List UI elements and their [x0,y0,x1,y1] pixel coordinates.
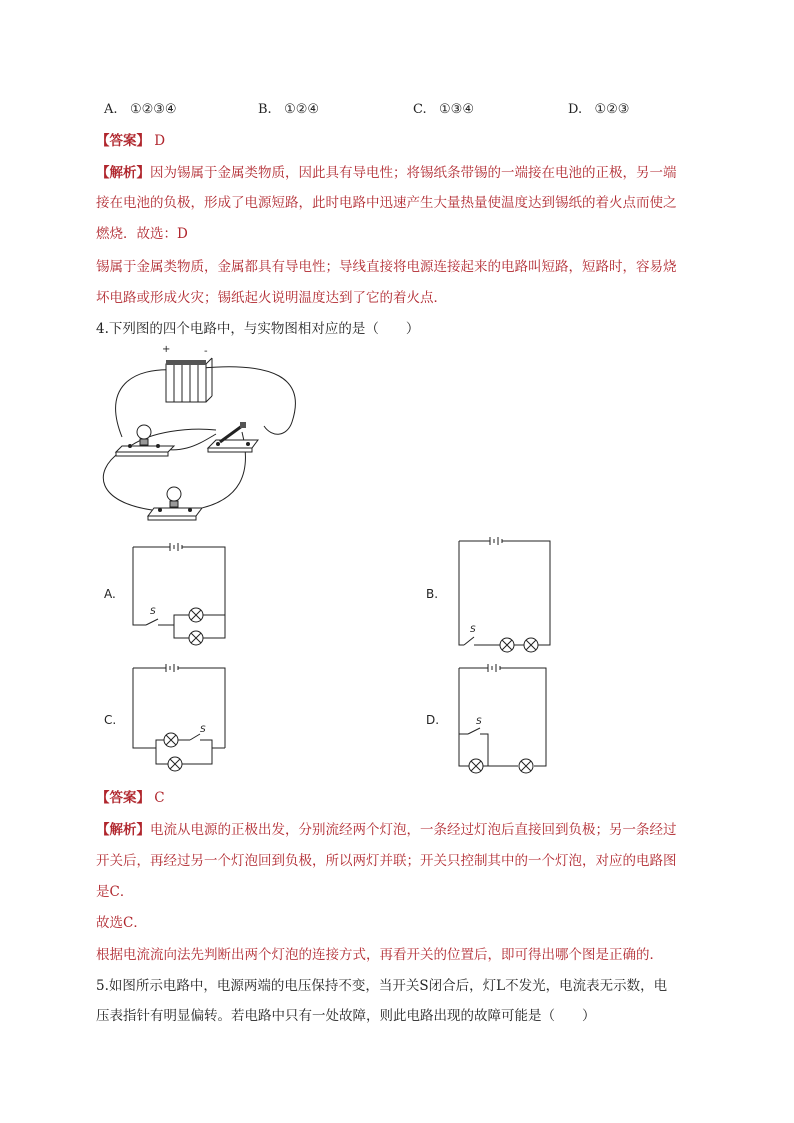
circuit-c-letter: C. [104,713,117,727]
battery-plus-label: + [162,344,171,355]
lamp-base-1-icon [116,425,174,456]
question5-line-1: 5.如图所示电路中，电源两端的电压保持不变，当开关S闭合后，灯L不发光，电流表无示数，电 [96,978,668,994]
circuit-b-letter: B. [426,587,439,601]
battery-minus-label: - [204,346,208,357]
circuit-diagram-a [128,540,238,650]
circuit-diagram-d [454,660,564,775]
q4-note-line: 根据电流流向法先判断出两个灯泡的连接方式，再看开关的位置后，即可得出哪个图是正确的． [96,947,663,963]
option-text: ①②④ [284,102,320,117]
circuit-diagram-c [128,660,238,775]
prev-analysis-line-1: 【解析】因为锡属于金属类物质，因此具有导电性；将锡纸条带锡的一端接在电池的正极，另一端 [96,165,677,181]
lamp-base-2-icon [148,487,202,520]
circuit-a-letter: A. [104,587,116,601]
prev-analysis-line-2: 接在电池的负极，形成了电源短路，此时电路中迅速产生大量热量使温度达到锡纸的着火点而使之 [96,195,677,211]
option-b [258,102,319,117]
option-d [568,102,629,117]
q4-choose-line: 故选C． [96,915,147,931]
switch-label: S [150,607,156,617]
option-letter: D. [568,102,583,117]
analysis-tag: 【解析】 [96,165,150,181]
q4-analysis-line-1: 【解析】电流从电源的正极出发，分别流经两个灯泡，一条经过灯泡后直接回到负极；另一条经过 [96,822,677,838]
q4-analysis-line-2: 开关后，再经过另一个灯泡回到负极，所以两灯并联；开关只控制其中的一个灯泡，对应的电路图 [96,853,677,869]
answer-value: D [154,133,166,149]
prev-answer [96,131,165,151]
prev-note-line-2: 坏电路或形成火灾；锡纸起火说明温度达到了它的着火点． [96,290,447,306]
prev-analysis-line-3: 燃烧．故选：D [96,226,188,242]
q4-answer [96,788,165,808]
physical-circuit-illustration [92,342,312,522]
question5-line-2: 压表指针有明显偏转。若电路中只有一处故障，则此电路出现的故障可能是（ ） [96,1008,596,1024]
knife-switch-icon [208,422,258,452]
switch-label: S [470,625,476,635]
option-text: ①②③④ [129,102,177,117]
option-text: ①②③ [594,102,630,117]
circuit-d-letter: D. [426,713,440,727]
switch-label: S [476,717,482,727]
option-a [104,102,177,117]
option-letter: C. [413,102,427,117]
circuit-diagram-b [454,534,564,659]
switch-label: S [200,725,206,735]
analysis-tag: 【解析】 [96,822,150,838]
option-letter: A. [104,102,118,117]
option-text: ①③④ [439,102,474,117]
prev-note-line-1: 锡属于金属类物质，金属都具有导电性；导线直接将电源连接起来的电路叫短路，短路时，容易烧 [96,259,677,275]
battery-pack-icon [166,358,212,402]
q4-analysis-line-3: 是C． [96,884,134,900]
option-c [413,102,474,117]
option-letter: B. [258,102,272,117]
question4-stem: 4.下列图的四个电路中，与实物图相对应的是（ ） [96,321,420,337]
answer-tag: 【答案】 [96,790,150,806]
answer-tag: 【答案】 [96,133,150,149]
answer-value: C [154,790,165,806]
